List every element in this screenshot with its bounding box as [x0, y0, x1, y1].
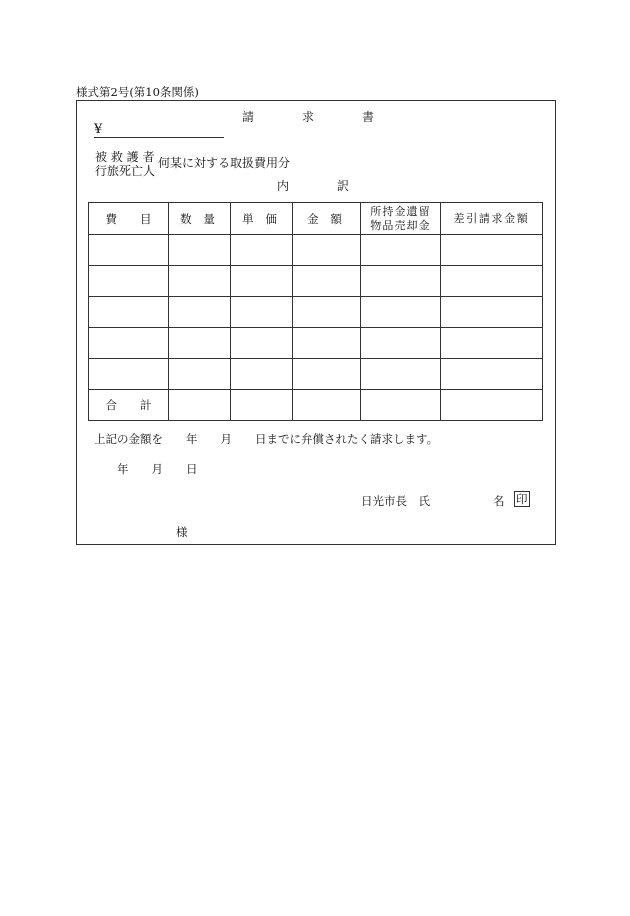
table-cell: [231, 328, 293, 359]
table-row: [89, 328, 543, 359]
table-row: [89, 359, 543, 390]
table-cell: [89, 328, 169, 359]
issuer-title: 日光市長 氏: [361, 494, 430, 508]
header-net-claim: 差引請求金額: [441, 203, 543, 235]
subject-category-line2: 行旅死亡人: [95, 164, 156, 178]
table-cell: [361, 390, 441, 421]
table-cell: [169, 235, 231, 266]
table-row: [89, 235, 543, 266]
table-header-row: [89, 203, 543, 235]
table-cell: [441, 297, 543, 328]
header-unit-price: 単 価: [231, 203, 293, 235]
table-cell: [293, 266, 361, 297]
header-quantity: 数 量: [169, 203, 231, 235]
table-cell: [361, 328, 441, 359]
table-cell: [293, 297, 361, 328]
total-label: 合 計: [89, 390, 169, 421]
issuer-name-suffix: 名: [493, 494, 505, 508]
header-belongings-proceeds: 所持金遺留 物品売却金: [361, 203, 441, 235]
table-cell: [89, 297, 169, 328]
table-cell: [293, 328, 361, 359]
table-cell: [361, 235, 441, 266]
table-row: [89, 266, 543, 297]
table-cell: [441, 235, 543, 266]
table-cell: [441, 266, 543, 297]
table-cell: [89, 266, 169, 297]
seal-label: 印: [516, 492, 528, 506]
table-cell: [293, 390, 361, 421]
breakdown-label: 内 訳: [277, 179, 350, 193]
table-cell: [169, 328, 231, 359]
table-cell: [293, 235, 361, 266]
seal-mark: [514, 491, 530, 507]
table-cell: [169, 359, 231, 390]
header-item: 費 目: [89, 203, 169, 235]
yen-mark: ¥: [94, 122, 103, 137]
table-cell: [231, 359, 293, 390]
table-cell: [231, 266, 293, 297]
subject-description: 何某に対する取扱費用分: [158, 156, 291, 170]
form-number-label: 様式第2号(第10条関係): [76, 85, 199, 99]
table-cell: [169, 297, 231, 328]
table-cell: [441, 359, 543, 390]
table-cell: [293, 359, 361, 390]
table-row: [89, 297, 543, 328]
subject-category-line1: 被 救 護 者: [95, 150, 155, 164]
request-statement: 上記の金額を 年 月 日までに弁償されたく請求します。: [94, 432, 439, 446]
table-cell: [441, 390, 543, 421]
header-amount: 金 額: [293, 203, 361, 235]
table-cell: [361, 266, 441, 297]
table-cell: [231, 390, 293, 421]
form-title: 請 求 書: [242, 110, 375, 124]
amount-underline: [94, 137, 224, 138]
table-cell: [169, 390, 231, 421]
date-line: 年 月 日: [117, 462, 198, 476]
table-cell: [441, 328, 543, 359]
table-cell: [361, 297, 441, 328]
table-cell: [361, 359, 441, 390]
table-cell: [231, 297, 293, 328]
table-cell: [231, 235, 293, 266]
table-cell: [89, 359, 169, 390]
table-cell: [169, 266, 231, 297]
addressee-suffix: 様: [176, 525, 188, 539]
table-cell: [89, 235, 169, 266]
table-total-row: [89, 390, 543, 421]
breakdown-table: [88, 202, 543, 421]
